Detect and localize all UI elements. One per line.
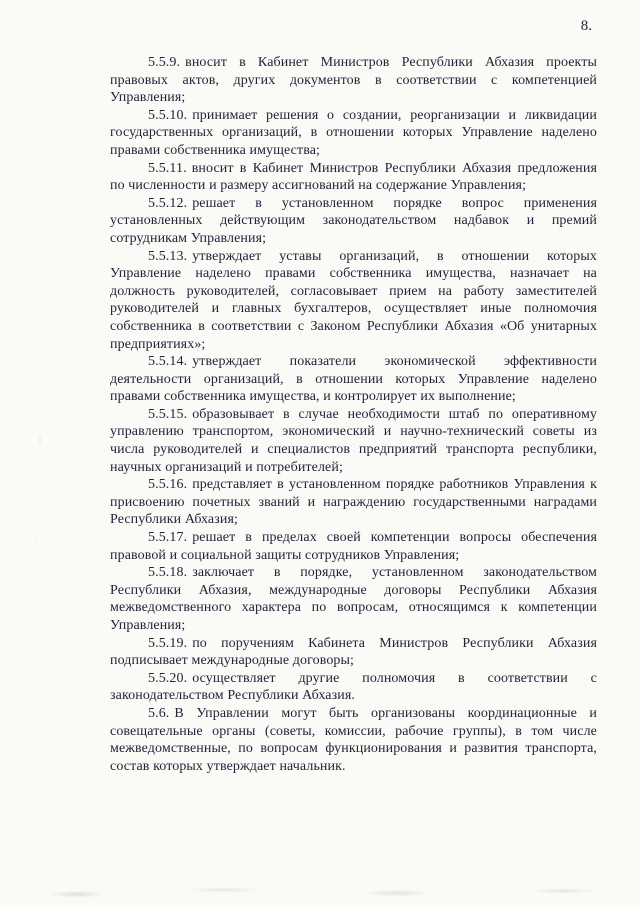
- clause-text: В Управлении могут быть организованы координационные и совещательные органы (советы, комиссии, рабочие группы), в том числе межведомственные, по вопросам функционирования и развития транспорта, состав которых утверждает начальник.: [110, 705, 597, 774]
- clause-number: 5.5.19.: [148, 635, 188, 651]
- clause-number: 5.5.18.: [148, 565, 188, 581]
- clause-number: 5.5.14.: [148, 354, 188, 370]
- clause-text: решает в установленном порядке вопрос применения установленных действующим законодательством надбавок и премий сотрудникам Управления;: [110, 195, 597, 246]
- clause-text: вносит в Кабинет Министров Республики Абхазия предложения по численности и размеру ассигнований на содержание Управления;: [110, 160, 597, 194]
- clause-text: решает в пределах своей компетенции вопросы обеспечения правовой и социальной защиты сотрудников Управления;: [110, 530, 597, 563]
- clause-5-5-13: [110, 248, 597, 354]
- clause-text: заключает в порядке, установленном законодательством Республики Абхазия, международные договоры Республики Абхазия межведомственного характера по вопросам, относящимся к компетенции Управления;: [110, 565, 597, 633]
- clause-number: 5.5.11.: [148, 160, 187, 176]
- clause-text: образовывает в случае необходимости штаб по оперативному управлению транспортом, экономический и научно-технический советы из числа руководителей и специалистов предприятий транспорта республики, научных организаций и потребителей;: [110, 406, 597, 475]
- page-number: 8.: [580, 18, 592, 34]
- clause-number: 5.5.17.: [148, 530, 188, 546]
- clause-number: 5.5.10.: [148, 107, 188, 123]
- clause-number: 5.5.16.: [148, 477, 188, 493]
- document-text-block: [110, 54, 597, 775]
- clause-text: представляет в установленном порядке работников Управления к присвоению почетных званий и награждению государственными наградами Республики Абхазия;: [110, 477, 597, 528]
- scan-artifact-bottom-edge: [0, 881, 640, 903]
- clause-number: 5.5.12.: [148, 195, 188, 211]
- clause-text: по поручениям Кабинета Министров Республики Абхазия подписывает международные договоры;: [110, 635, 597, 669]
- clause-number: 5.5.13.: [148, 248, 188, 264]
- clause-5-5-12: [110, 195, 597, 248]
- clause-5-5-14: [110, 353, 597, 406]
- clause-number: 5.5.15.: [148, 406, 188, 422]
- clause-5-5-20: [110, 670, 597, 705]
- clause-5-5-10: [110, 107, 597, 160]
- clause-number: 5.6.: [148, 705, 170, 721]
- clause-text: вносит в Кабинет Министров Республики Абхазия проекты правовых актов, других документов в соответствии с компетенцией Управления;: [110, 55, 597, 106]
- clause-text: осуществляет другие полномочия в соответствии с законодательством Республики Абхазия.: [110, 670, 597, 704]
- clause-5-5-15: [110, 406, 597, 476]
- clause-5-5-9: [110, 54, 597, 107]
- clause-5-5-16: [110, 476, 597, 529]
- clause-text: принимает решения о создании, реорганизации и ликвидации государственных организаций, в отношении которых Управление наделено правами собственника имущества;: [110, 107, 597, 158]
- clause-5-5-17: [110, 529, 597, 564]
- clause-5-5-19: [110, 635, 597, 670]
- clause-text: утверждает уставы организаций, в отношении которых Управление наделено правами собственника имущества, назначает на должность руководителей, согласовывает прием на работу заместителей руководителей и главных бухгалтеров, осуществляет иные полномочия собственника в соответствии с Законом Республики Абхазия «Об унитарных предприятиях»;: [110, 248, 597, 352]
- clause-number: 5.5.9.: [148, 55, 181, 70]
- clause-5-6: [110, 705, 597, 775]
- scan-artifact-left-margin: [20, 420, 60, 620]
- clause-5-5-11: [110, 160, 597, 195]
- clause-5-5-18: [110, 564, 597, 634]
- clause-number: 5.5.20.: [148, 670, 188, 686]
- clause-text: утверждает показатели экономической эффективности деятельности организаций, в отношении которых Управление наделено правами собственника имущества, и контролирует их выполнение;: [110, 354, 597, 405]
